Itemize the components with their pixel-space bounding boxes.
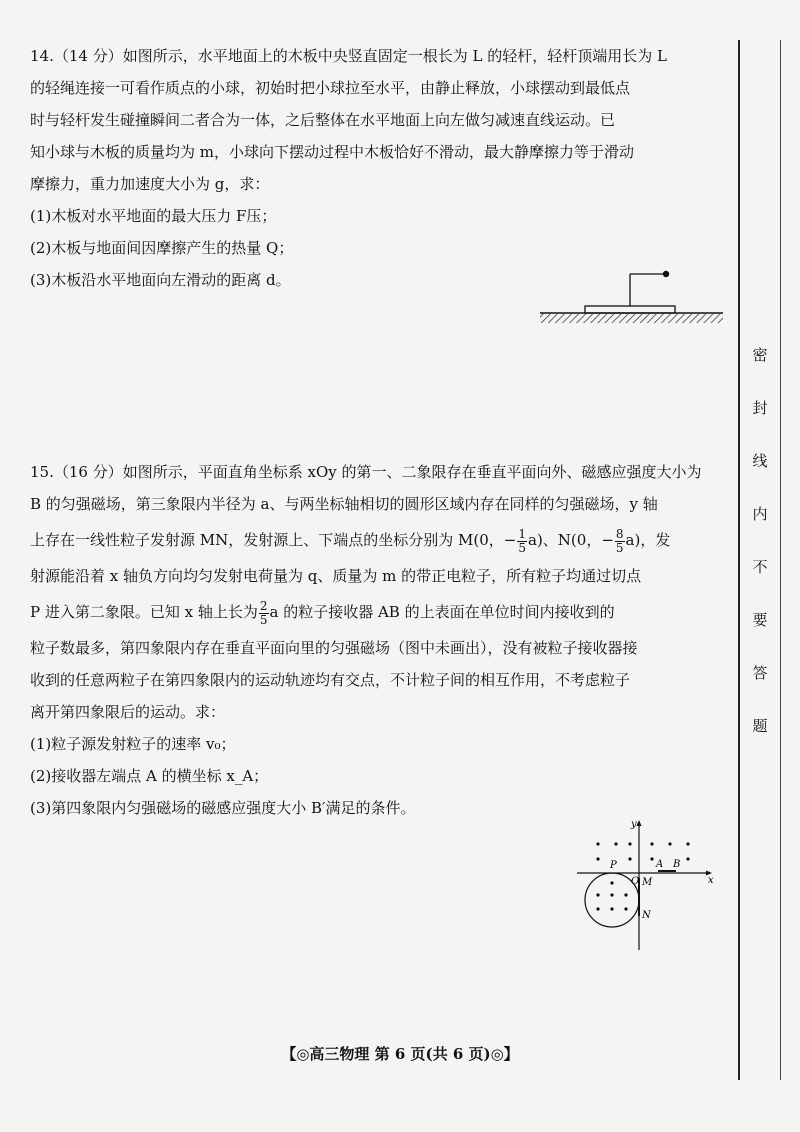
p14-line: 的轻绳连接一可看作质点的小球，初始时把小球拉至水平，由静止释放，小球摆动到最低点 [30,79,631,97]
seal-char: 内 [752,505,768,523]
p15-line-coords [30,520,730,560]
seal-line-notice [745,345,775,769]
p14-question-1: (1)木板对水平地面的最大压力 F压； [30,207,277,225]
p14-line: 时与轻杆发生碰撞瞬间二者合为一体，之后整体在水平地面上向左做匀减速直线运动。已 [30,111,616,129]
p15-text: 上存在一线性粒子发射源 MN，发射源上、下端点的坐标分别为 M(0，− [30,531,517,549]
p15-question-2: (2)接收器左端点 A 的横坐标 x_A； [30,767,269,785]
label-A: A [656,859,664,870]
seal-char: 不 [752,558,768,576]
figure-14-diagram [535,265,725,327]
fraction-8-5 [615,528,625,555]
seal-char: 密 [752,346,768,364]
frac-num: 1 [518,526,526,541]
frac-den: 5 [518,540,526,555]
label-y: y [631,819,637,830]
p14-line: 14.（14 分）如图所示，水平地面上的木板中央竖直固定一根长为 L 的轻杆，轻杆顶端用长为 L [30,47,667,65]
p14-question-2: (2)木板与地面间因摩擦产生的热量 Q； [30,239,294,257]
label-P: P [610,860,617,871]
seal-char: 线 [752,452,768,470]
p15-line: 粒子数最多，第四象限内存在垂直平面向里的匀强磁场（图中未画出），没有被粒子接收器接 [30,639,638,657]
ground-hatch [540,314,723,323]
small-ball [663,271,669,277]
label-N: N [642,910,651,921]
seal-char: 要 [752,611,768,629]
p15-line: 15.（16 分）如图所示，平面直角坐标系 xOy 的第一、二象限存在垂直平面向外、磁感应强度大小为 [30,463,702,481]
p15-text: P 进入第二象限。已知 x 轴上长为 [30,603,258,621]
field-dots-circle [596,881,627,910]
label-x: x [708,875,714,886]
p15-line: 收到的任意两粒子在第四象限内的运动轨迹均有交点，不计粒子间的相互作用，不考虑粒子 [30,671,631,689]
frac-num: 8 [615,526,624,541]
p15-line-receiver [30,592,730,632]
problem-15 [30,456,730,824]
p15-line: B 的匀强磁场，第三象限内半径为 a、与两坐标轴相切的圆形区域内存在同样的匀强磁场，y 轴 [30,495,658,513]
seal-char: 封 [752,399,768,417]
seal-char: 题 [752,717,768,735]
binding-line [738,40,740,1080]
p15-text: a)，发 [625,531,671,549]
fraction-1-5 [517,528,527,555]
p15-questions [30,728,730,824]
page-footer: 【◎高三物理 第 6 页(共 6 页)◎】 [281,1045,519,1063]
seal-char: 答 [752,664,768,682]
label-M: M [642,877,653,888]
p14-line: 知小球与木板的质量均为 m，小球向下摆动过程中木板恰好不滑动，最大静摩擦力等于滑动 [30,143,634,161]
frac-den: 5 [259,612,268,627]
y-axis-arrow [637,820,642,826]
p14-line: 摩擦力，重力加速度大小为 g，求： [30,175,270,193]
label-O: O [631,876,640,887]
p15-text: a)、N(0，− [528,531,614,549]
field-dots-upper [596,842,689,860]
p15-line: 射源能沿着 x 轴负方向均匀发射电荷量为 q、质量为 m 的带正电粒子，所有粒子均通过切点 [30,567,642,585]
wooden-board [585,306,675,313]
p15-question-3: (3)第四象限内匀强磁场的磁感应强度大小 B′满足的条件。 [30,799,416,817]
binding-line-outer [780,40,781,1080]
frac-num: 2 [259,598,268,613]
label-B: B [673,859,681,870]
p15-text: a 的粒子接收器 AB 的上表面在单位时间内接收到的 [269,603,615,621]
p15-line: 离开第四象限后的运动。求： [30,703,226,721]
problem-14 [30,40,730,296]
p14-question-3: (3)木板沿水平地面向左滑动的距离 d。 [30,271,291,289]
fraction-2-5 [259,600,269,627]
figure-15-diagram [572,815,722,955]
frac-den: 5 [615,540,624,555]
p15-question-1: (1)粒子源发射粒子的速率 v₀； [30,735,236,753]
